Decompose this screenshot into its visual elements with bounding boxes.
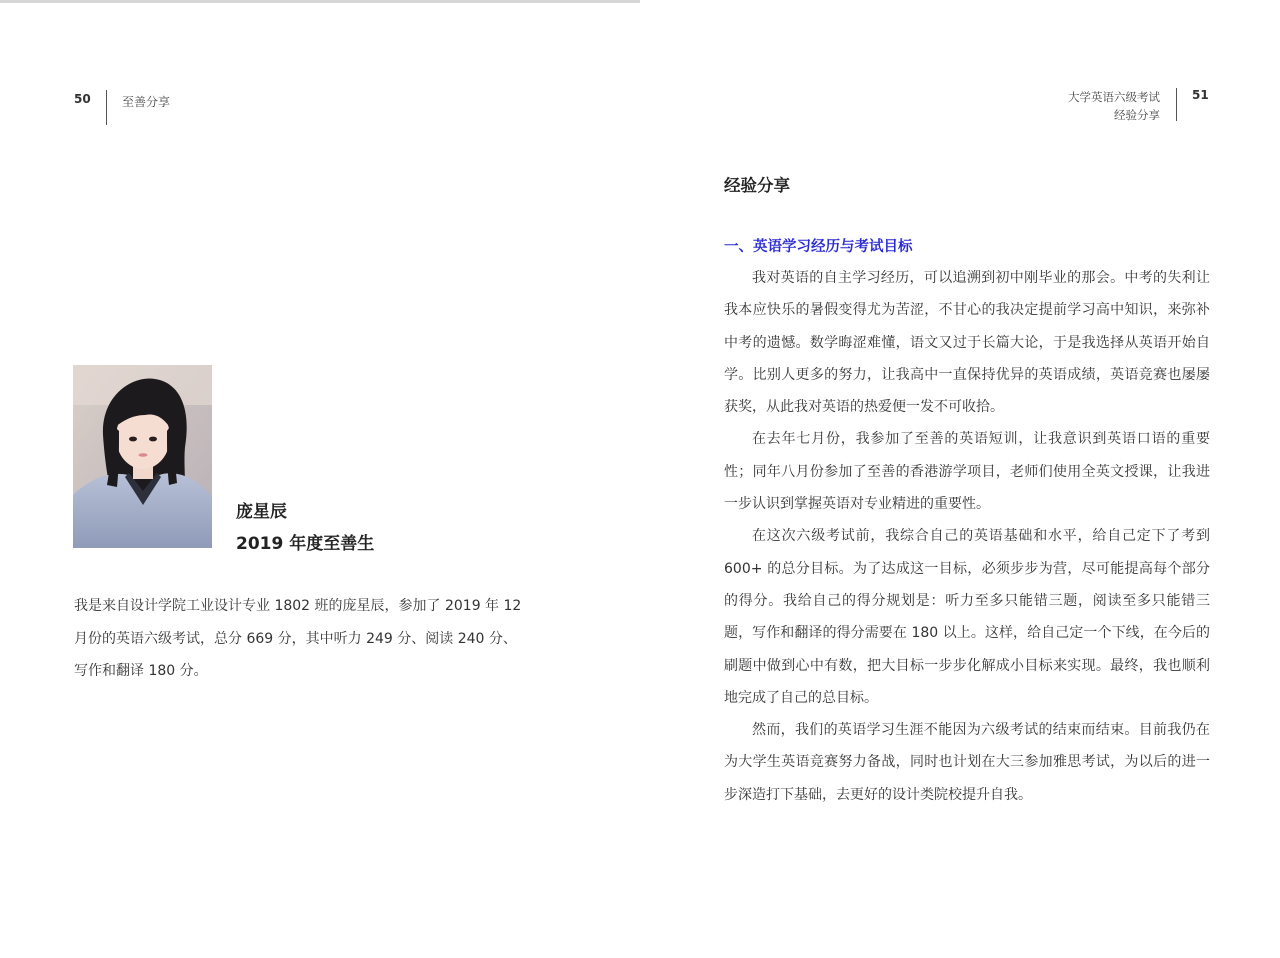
running-header-line-1: 大学英语六级考试: [1068, 90, 1160, 104]
page-number-left: 50: [74, 92, 91, 106]
right-page: [640, 0, 1280, 958]
article-title: 经验分享: [724, 176, 790, 195]
running-header-right: [1040, 88, 1160, 124]
running-header-line-2: 经验分享: [1114, 108, 1160, 122]
running-header-left: 至善分享: [122, 95, 171, 109]
intro-paragraph: [74, 590, 524, 688]
page-number-right: 51: [1192, 88, 1209, 102]
portrait-photo: [73, 365, 212, 548]
section-heading: 一、英语学习经历与考试目标: [724, 239, 913, 255]
body-paragraph: 在这次六级考试前，我综合自己的英语基础和水平，给自己定下了考到 600+ 的总分目标。为了达成这一目标，必须步步为营，尽可能提高每个部分的得分。我给自己的得分规划是：听力至多只能错三题，阅读至多只能错三题，写作和翻译的得分需要在 180 以上。这样，给自己定一个下线，在今后的刷题中做到心中有数，把大目标一步步化解成小目标来实现。最终，我也顺利地完成了自己的总目标。: [724, 528, 1210, 706]
intro-text: 我是来自设计学院工业设计专业 1802 班的庞星辰，参加了 2019 年 12 月份的英语六级考试，总分 669 分，其中听力 249 分、阅读 240 分、写作和翻译 180 分。: [74, 598, 522, 679]
body-paragraph: 我对英语的自主学习经历，可以追溯到初中刚毕业的那会。中考的失利让我本应快乐的暑假变得尤为苦涩，不甘心的我决定提前学习高中知识，来弥补中考的遗憾。数学晦涩难懂，语文又过于长篇大论，于是我选择从英语开始自学。比别人更多的努力，让我高中一直保持优异的英语成绩，英语竞赛也屡屡获奖，从此我对英语的热爱便一发不可收拾。: [724, 270, 1210, 416]
student-name: 庞星辰: [236, 502, 287, 522]
article-body: [724, 262, 1210, 811]
header-divider-left: [106, 90, 107, 125]
body-paragraph: 然而，我们的英语学习生涯不能因为六级考试的结束而结束。目前我仍在为大学生英语竞赛努力备战，同时也计划在大三参加雅思考试，为以后的进一步深造打下基础，去更好的设计类院校提升自我。: [724, 722, 1210, 803]
header-divider-right: [1176, 88, 1177, 121]
body-paragraph: 在去年七月份，我参加了至善的英语短训，让我意识到英语口语的重要性；同年八月份参加了至善的香港游学项目，老师们使用全英文授课，让我进一步认识到掌握英语对专业精进的重要性。: [724, 431, 1210, 513]
award-title: 2019 年度至善生: [236, 534, 375, 554]
portrait-photo-icon: [73, 365, 212, 548]
